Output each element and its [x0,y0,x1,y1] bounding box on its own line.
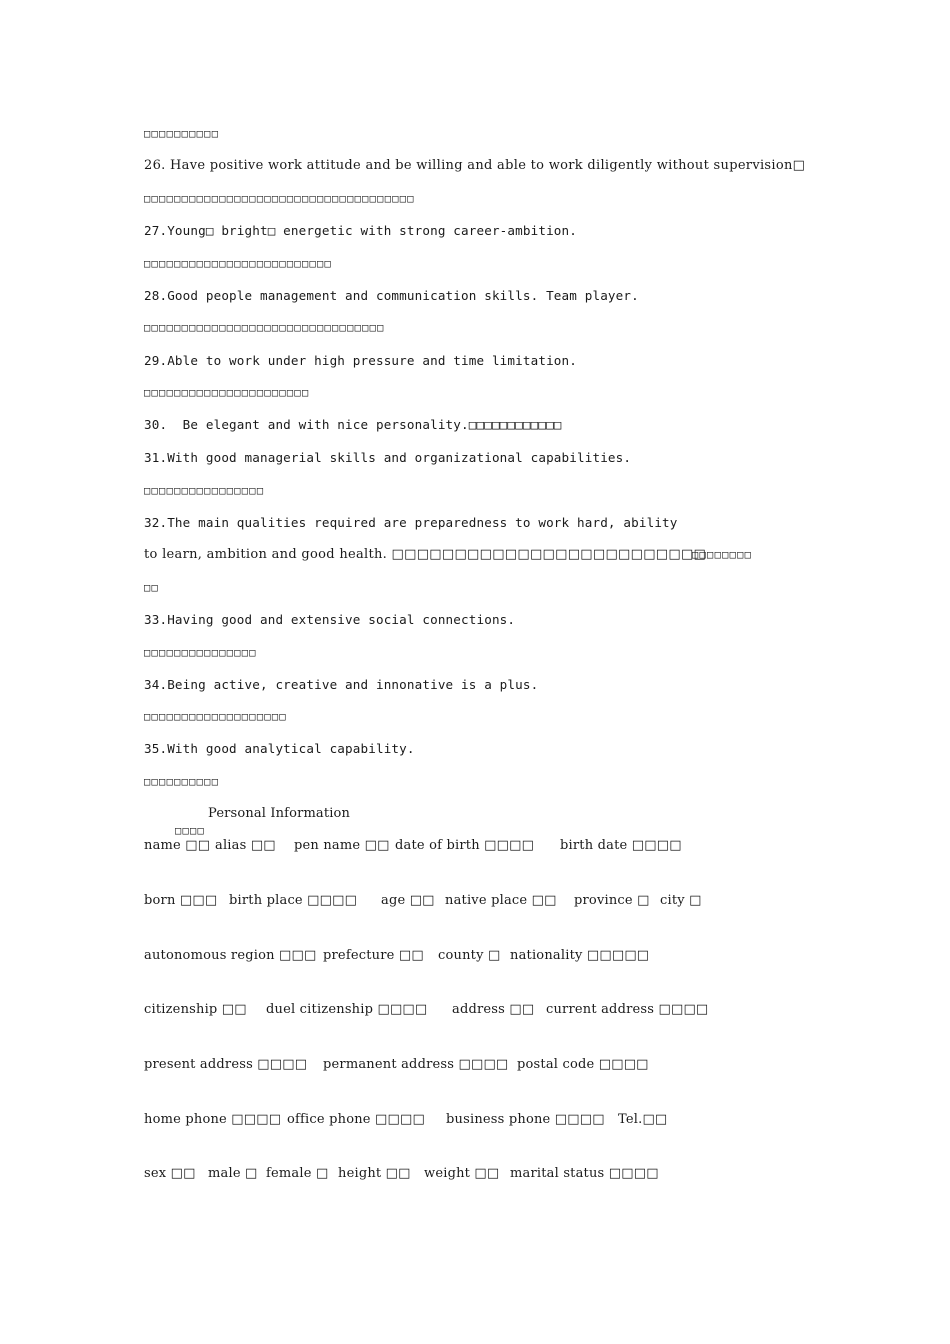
vocab-item: address □□ [452,1002,535,1017]
text-line-26: 26. Have positive work attitude and be willing and able to work diligently without supervision□ [144,158,806,173]
text-line-cn-31: □□□□□□□□□□□□□□□□ [144,485,265,497]
text-line-32: 32.The main qualities required are preparedness to work hard, ability [144,515,678,530]
vocab-item: current address □□□□ [546,1002,709,1017]
vocab-item: prefecture □□ [323,948,424,963]
vocab-item: present address □□□□ [144,1057,308,1072]
vocab-item: name □□ [144,838,211,853]
section-heading-chinese: □□□□ [174,825,206,837]
text-line-cn-34: □□□□□□□□□□□□□□□□□□□ [144,711,287,723]
vocab-item: alias □□ [215,838,276,853]
vocab-item: home phone □□□□ [144,1112,282,1127]
text-line-35: 35.With good analytical capability. [144,741,415,756]
vocab-item: birth date □□□□ [560,838,682,853]
text-line-cn-29: □□□□□□□□□□□□□□□□□□□□□□ [144,387,310,399]
vocab-item: male □ [208,1166,258,1181]
vocab-item: autonomous region □□□ [144,948,317,963]
vocab-item: date of birth □□□□ [395,838,535,853]
vocab-row-7 [144,1166,844,1294]
text-line-cn-25: □□□□□□□□□□ [144,128,220,140]
section-heading-english: Personal Information [208,806,351,821]
vocab-item: birth place □□□□ [229,893,358,908]
vocab-item: nationality □□□□□ [510,948,650,963]
vocab-item: weight □□ [424,1166,500,1181]
text-line-32-tail: □□□□□□□□ [692,549,753,561]
vocab-item: citizenship □□ [144,1002,247,1017]
text-line-33: 33.Having good and extensive social connections. [144,612,516,627]
vocab-item: age □□ [381,893,435,908]
vocab-item: native place □□ [445,893,557,908]
vocab-item: Tel.□□ [618,1112,668,1127]
text-line-cn-26: □□□□□□□□□□□□□□□□□□□□□□□□□□□□□□□□□□□□ [144,193,415,205]
vocab-item: city □ [660,893,702,908]
text-line-cn-32-end: □□ [144,582,160,594]
vocab-item: county □ [438,948,501,963]
text-line-27: 27.Young□ bright□ energetic with strong career-ambition. [144,223,577,238]
text-line-cn-28: □□□□□□□□□□□□□□□□□□□□□□□□□□□□□□□□ [144,322,385,334]
text-line-32-continued: to learn, ambition and good health. □□□□□□□□□□□□□□□□□□□□□□□□□ [144,547,707,562]
vocab-item: female □ [266,1166,329,1181]
text-line-30: 30. Be elegant and with nice personality.□□□□□□□□□□□□ [144,417,562,432]
vocab-item: born □□□ [144,893,218,908]
vocab-item: province □ [574,893,650,908]
text-line-28: 28.Good people management and communication skills. Team player. [144,288,639,303]
vocab-item: office phone □□□□ [287,1112,425,1127]
text-line-cn-27: □□□□□□□□□□□□□□□□□□□□□□□□□ [144,258,333,270]
vocab-item: sex □□ [144,1166,196,1181]
vocab-item: permanent address □□□□ [323,1057,509,1072]
vocab-item: pen name □□ [294,838,390,853]
text-line-31: 31.With good managerial skills and organizational capabilities. [144,450,632,465]
text-line-34: 34.Being active, creative and innonative is a plus. [144,677,539,692]
vocab-item: postal code □□□□ [517,1057,649,1072]
vocab-item: business phone □□□□ [446,1112,605,1127]
vocab-item: duel citizenship □□□□ [266,1002,428,1017]
text-line-cn-33: □□□□□□□□□□□□□□□ [144,647,257,659]
vocab-item: marital status □□□□ [510,1166,659,1181]
vocab-item: height □□ [338,1166,411,1181]
text-line-29: 29.Able to work under high pressure and time limitation. [144,353,577,368]
text-line-cn-35: □□□□□□□□□□ [144,776,220,788]
